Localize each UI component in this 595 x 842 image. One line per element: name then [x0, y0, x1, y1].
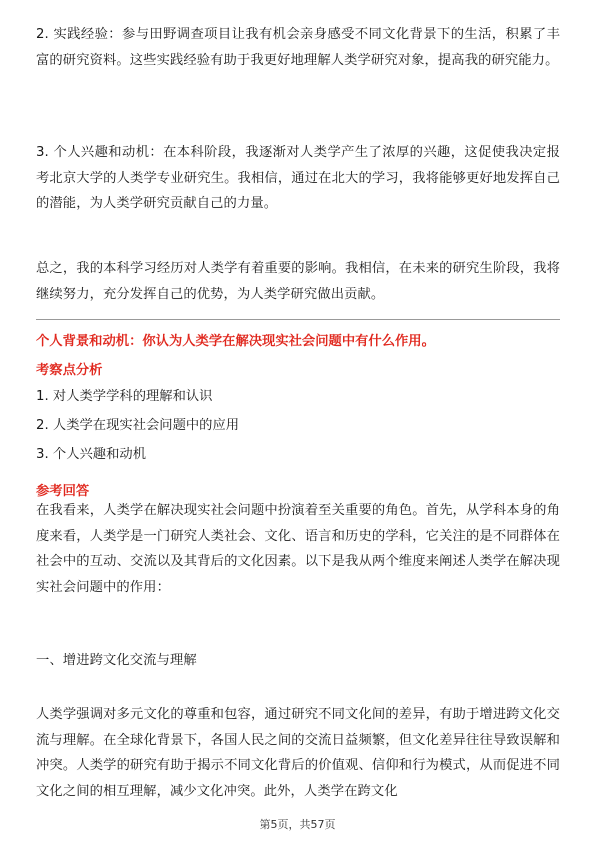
answer-intro-paragraph: 在我看来，人类学在解决现实社会问题中扮演着至关重要的角色。首先，从学科本身的角度来看，人类学是一门研究人类社会、文化、语言和历史的学科，它关注的是不同群体在社会中的互动、交流以及其背后的文化因素。以下是我从两个维度来阐述人类学在解决现实社会问题中的作用：: [36, 503, 560, 595]
section-title: 一、增进跨文化交流与理解: [36, 653, 197, 668]
analysis-heading: 考察点分析: [36, 363, 103, 378]
section-divider: [36, 319, 560, 320]
question-heading: 个人背景和动机：你认为人类学在解决现实社会问题中有什么作用。: [36, 334, 435, 349]
answer-heading: 参考回答: [36, 484, 90, 499]
analysis-item: 2. 人类学在现实社会问题中的应用: [36, 418, 240, 433]
paragraph-summary: 总之，我的本科学习经历对人类学有着重要的影响。我相信，在未来的研究生阶段，我将继续努力，充分发挥自己的优势，为人类学研究做出贡献。: [36, 261, 560, 302]
section-body-paragraph: 人类学强调对多元文化的尊重和包容，通过研究不同文化间的差异，有助于增进跨文化交流与理解。在全球化背景下，各国人民之间的交流日益频繁，但文化差异往往导致误解和冲突。人类学的研究有助于揭示不同文化背后的价值观、信仰和行为模式，从而促进不同文化之间的相互理解，减少文化冲突。此外，人类学在跨文化: [36, 707, 560, 799]
paragraph-personal-interest: 3. 个人兴趣和动机：在本科阶段，我逐渐对人类学产生了浓厚的兴趣，这促使我决定报考北京大学的人类学专业研究生。我相信，通过在北大的学习，我将能够更好地发挥自己的潜能，为人类学研究贡献自己的力量。: [36, 145, 560, 211]
page-number-footer: 第5页，共57页: [259, 818, 336, 831]
paragraph-practice-experience: 2. 实践经验：参与田野调查项目让我有机会亲身感受不同文化背景下的生活，积累了丰富的研究资料。这些实践经验有助于我更好地理解人类学研究对象，提高我的研究能力。: [36, 27, 560, 68]
analysis-item: 1. 对人类学学科的理解和认识: [36, 389, 213, 404]
analysis-item: 3. 个人兴趣和动机: [36, 447, 146, 462]
